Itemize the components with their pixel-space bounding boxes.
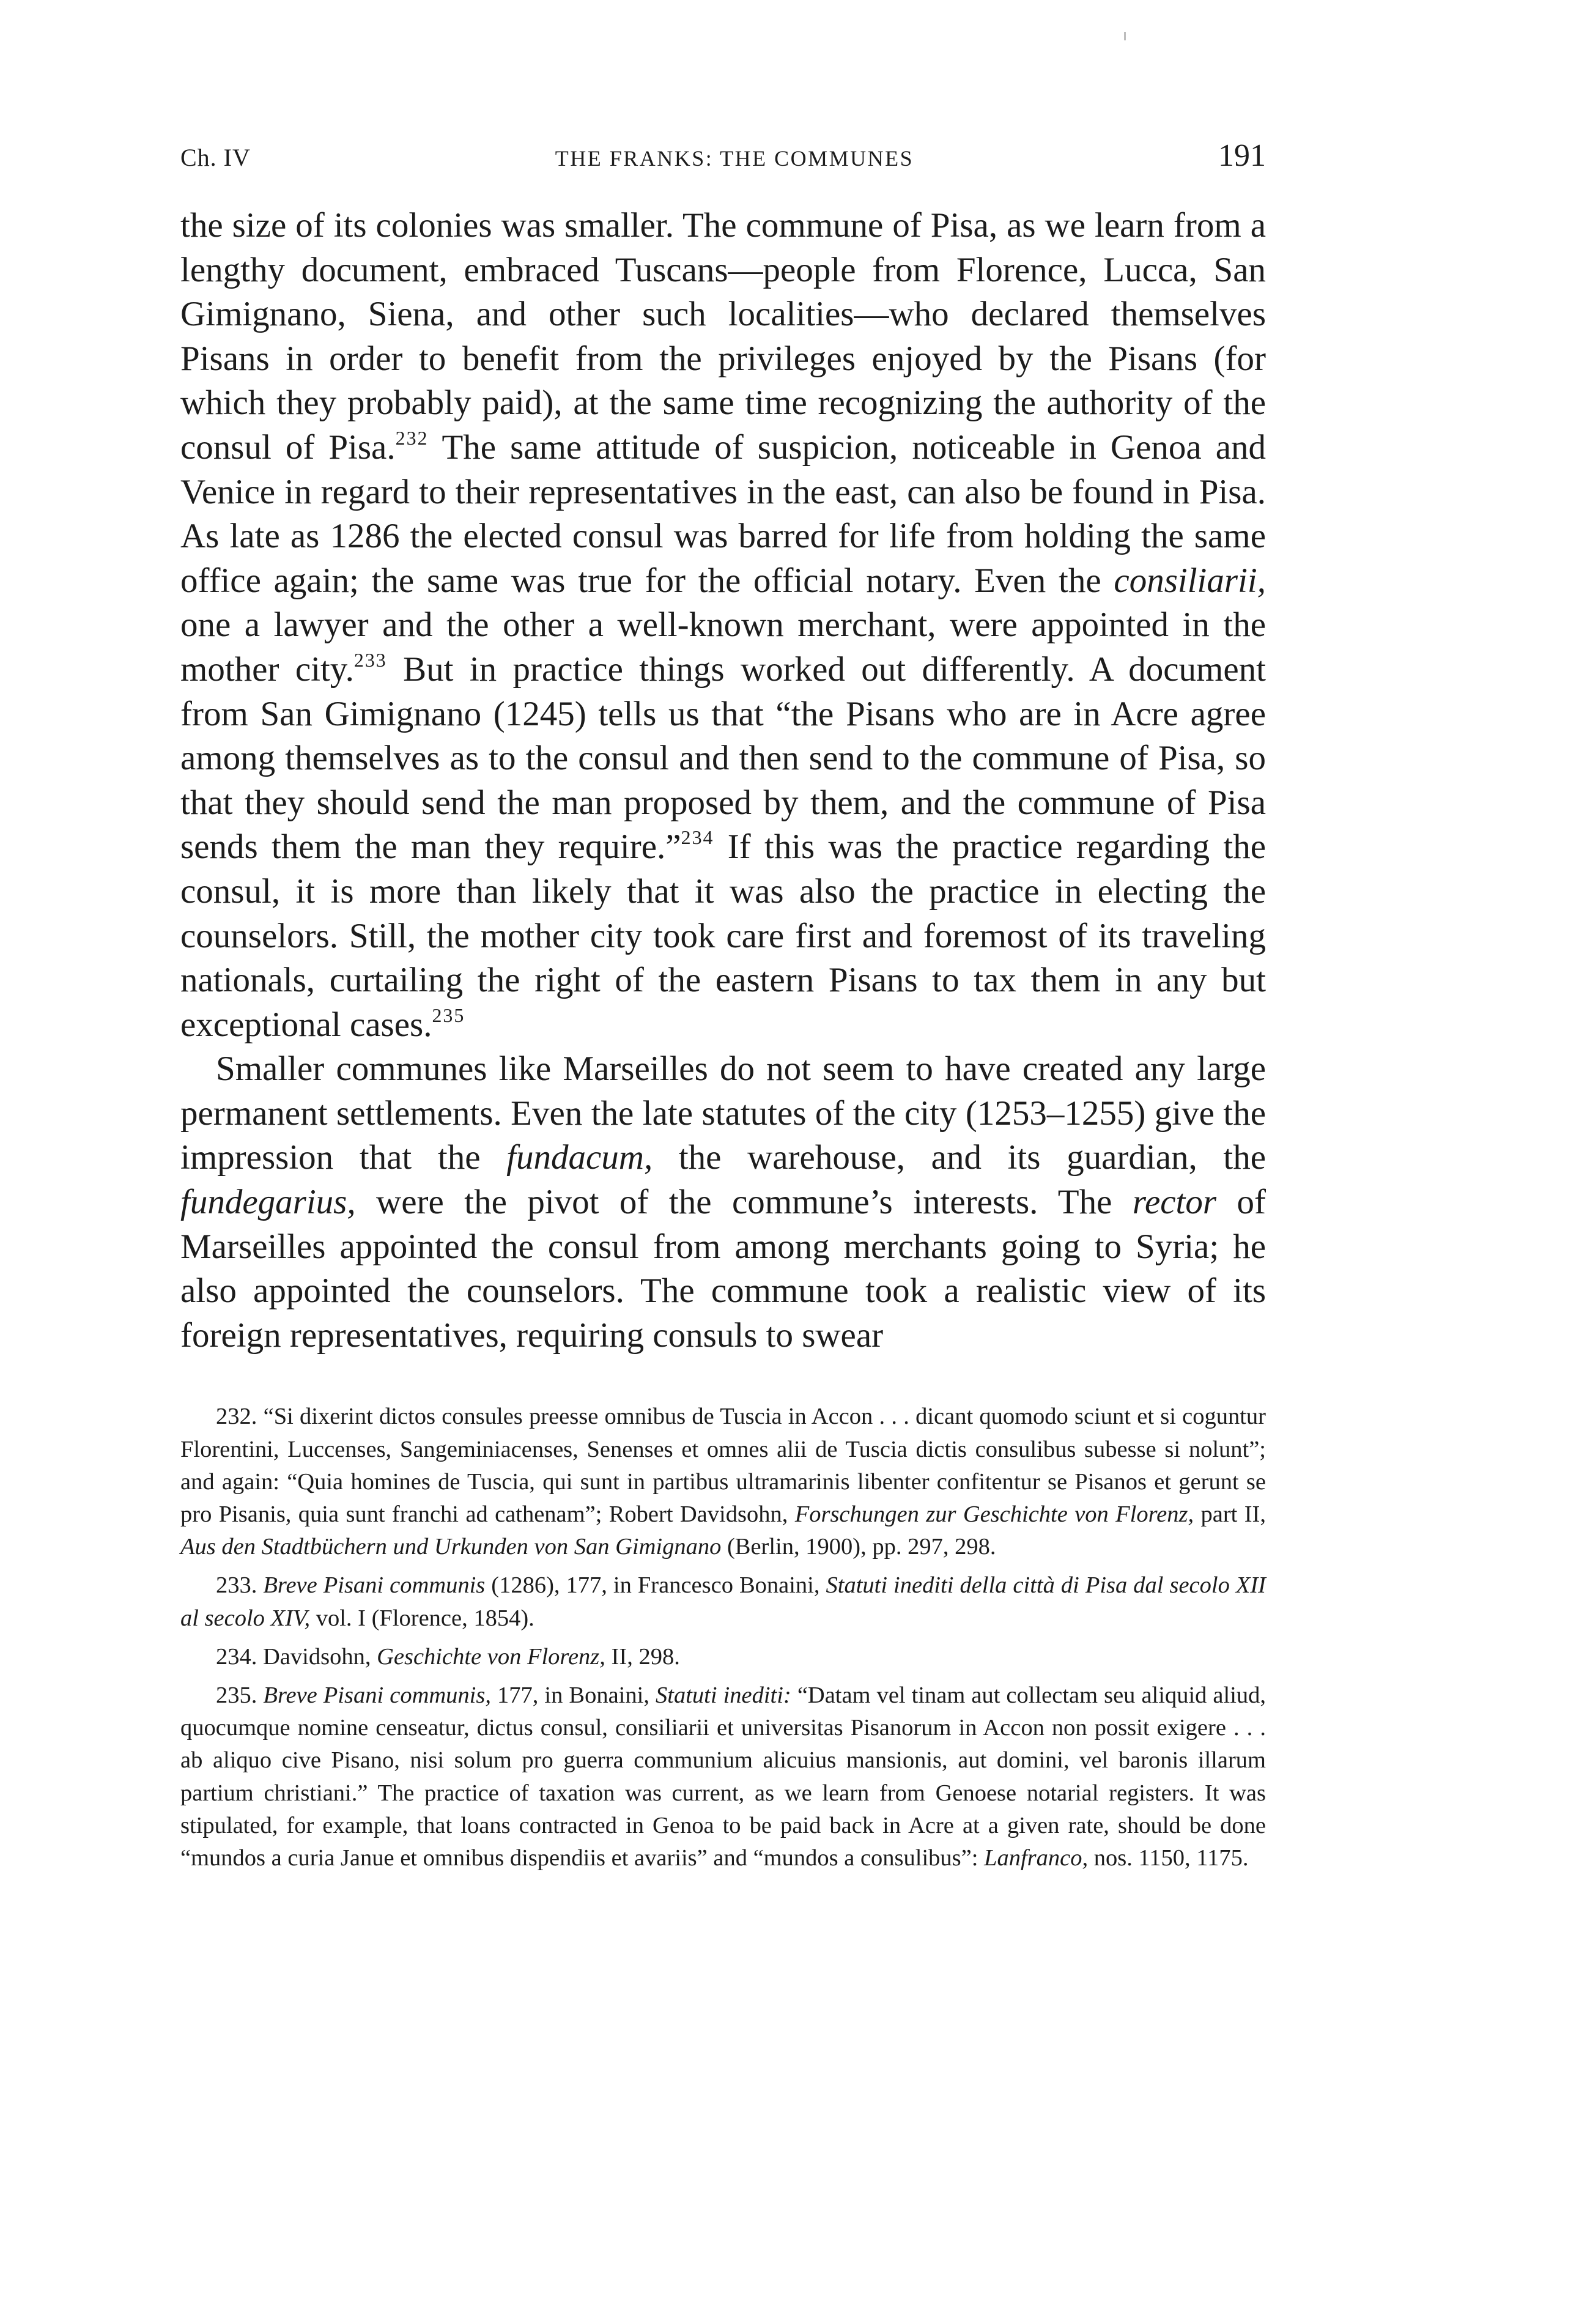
text-run: 177, in Bonaini,	[490, 1682, 656, 1709]
text-run: one a lawyer and the other a well-known merchant, were appointed in the mother city.	[180, 605, 1266, 689]
italic-title: Lanfranco,	[984, 1845, 1089, 1871]
book-page	[180, 138, 1266, 1881]
running-header	[180, 138, 1266, 180]
italic-title: Breve Pisani communis	[263, 1572, 486, 1599]
footnotes	[180, 1401, 1266, 1874]
text-run: the size of its colonies was smaller. The commune of Pisa, as we learn from a lengthy document, embraced Tuscans—people from Florence, Lucca, San Gimignano, Siena, and other such localities—who declared themselves Pisans in order to benefit from the privileges enjoyed by the Pisans (for which they probably paid), at the same time recognizing the authority of the consul of Pisa.	[180, 206, 1266, 467]
text-run: were the pivot of the commune’s interests. The	[355, 1183, 1133, 1222]
footnote-233	[180, 1569, 1266, 1634]
footnote-ref-233: 233	[353, 649, 387, 671]
italic-term: rector	[1132, 1183, 1217, 1222]
text-run: If this was the practice regarding the consul, it is more than likely that it was also the practice in electing the counselors. Still, the mother city took care first and foremost of its traveling nationals, curtailing the right of the eastern Pisans to tax them in any but exceptional cases.	[180, 827, 1266, 1044]
footnote-ref-232: 232	[395, 427, 429, 449]
italic-title: Breve Pisani communis,	[263, 1682, 491, 1709]
italic-term: fundacum,	[506, 1138, 653, 1177]
italic-title: Geschichte von Florenz,	[377, 1643, 605, 1670]
italic-term: fundegarius,	[180, 1183, 356, 1222]
main-text	[180, 204, 1266, 1358]
text-run: Smaller communes like Marseilles do not seem to have created any large permanent settlements. Even the late statutes of the city (1253–1255) give the impression that the	[180, 1049, 1266, 1177]
text-run: part II,	[1194, 1501, 1266, 1528]
text-run: But in practice things worked out differently. A document from San Gimignano (1245) tells us that “the Pisans who are in Acre agree among themselves as to the consul and then send to the commune of Pisa, so that they should send the man proposed by them, and the commune of Pisa sends them the man they require.”	[180, 649, 1266, 867]
paragraph-1	[180, 204, 1266, 1047]
italic-title: Statuti inediti della città di Pisa dal secolo XII al secolo XIV,	[180, 1572, 1266, 1631]
italic-title: Aus den Stadtbüchern und Urkunden von San Gimignano	[180, 1534, 722, 1560]
text-run: 233.	[216, 1572, 264, 1599]
text-run: II, 298.	[605, 1643, 680, 1670]
footnote-235	[180, 1679, 1266, 1874]
paragraph-2	[180, 1047, 1266, 1358]
scan-mark	[1124, 32, 1126, 40]
text-run: of Marseilles appointed the consul from among merchants going to Syria; he also appointed the counselors. The commune took a realistic view of its foreign representatives, requiring consuls to swear	[180, 1183, 1266, 1355]
text-run: vol. I (Florence, 1854).	[310, 1605, 534, 1631]
footnote-232	[180, 1401, 1266, 1563]
page-number: 191	[1218, 138, 1266, 173]
footnote-ref-235: 235	[432, 1004, 465, 1026]
text-run: (Berlin, 1900), pp. 297, 298.	[721, 1534, 996, 1560]
italic-term: consiliarii,	[1114, 561, 1266, 600]
text-run: (1286), 177, in Francesco Bonaini,	[485, 1572, 826, 1599]
text-run: 234. Davidsohn,	[216, 1643, 377, 1670]
italic-title: Forschungen zur Geschichte von Florenz,	[794, 1501, 1194, 1528]
running-title: THE FRANKS: THE COMMUNES	[555, 146, 914, 171]
text-run: “Datam vel tinam aut collectam seu aliquid aliud, quocumque nomine censeatur, dictus consul, consiliarii et universitas Pisanorum in Accon non possit exigere . . . ab aliquo cive Pisano, nisi solum pro guerra communium alicuius mansionis, aut domini, vel baronis illarum partium christiani.” The practice of taxation was current, as we learn from Genoese notarial registers. It was stipulated, for example, that loans contracted in Genoa to be paid back in Acre at a given rate, should be done “mundos a curia Janue et omnibus dispendiis et avariis” and “mundos a consulibus”:	[180, 1682, 1266, 1871]
text-run: The same attitude of suspicion, noticeable in Genoa and Venice in regard to their representatives in the east, can also be found in Pisa. As late as 1286 the elected consul was barred for life from holding the same office again; the same was true for the official notary. Even the	[180, 427, 1266, 600]
footnote-ref-234: 234	[681, 827, 714, 849]
italic-title: Statuti inediti:	[656, 1682, 791, 1709]
text-run: nos. 1150, 1175.	[1088, 1845, 1249, 1871]
footnote-234	[180, 1641, 1266, 1673]
text-run: 235.	[216, 1682, 264, 1709]
text-run: 232. “Si dixerint dictos consules preesse omnibus de Tuscia in Accon . . . dicant quomodo sciunt et si coguntur Florentini, Luccenses, Sangeminiacenses, Senenses et omnes alii de Tuscia dictis consulibus subesse si nolunt”; and again: “Quia homines de Tuscia, qui sunt in partibus ultramarinis libenter confitentur se Pisanos et gerunt se pro Pisanis, quia sunt franchi ad cathenam”; Robert Davidsohn,	[180, 1404, 1266, 1528]
text-run: the warehouse, and its guardian, the	[653, 1138, 1266, 1177]
chapter-label: Ch. IV	[180, 144, 251, 171]
